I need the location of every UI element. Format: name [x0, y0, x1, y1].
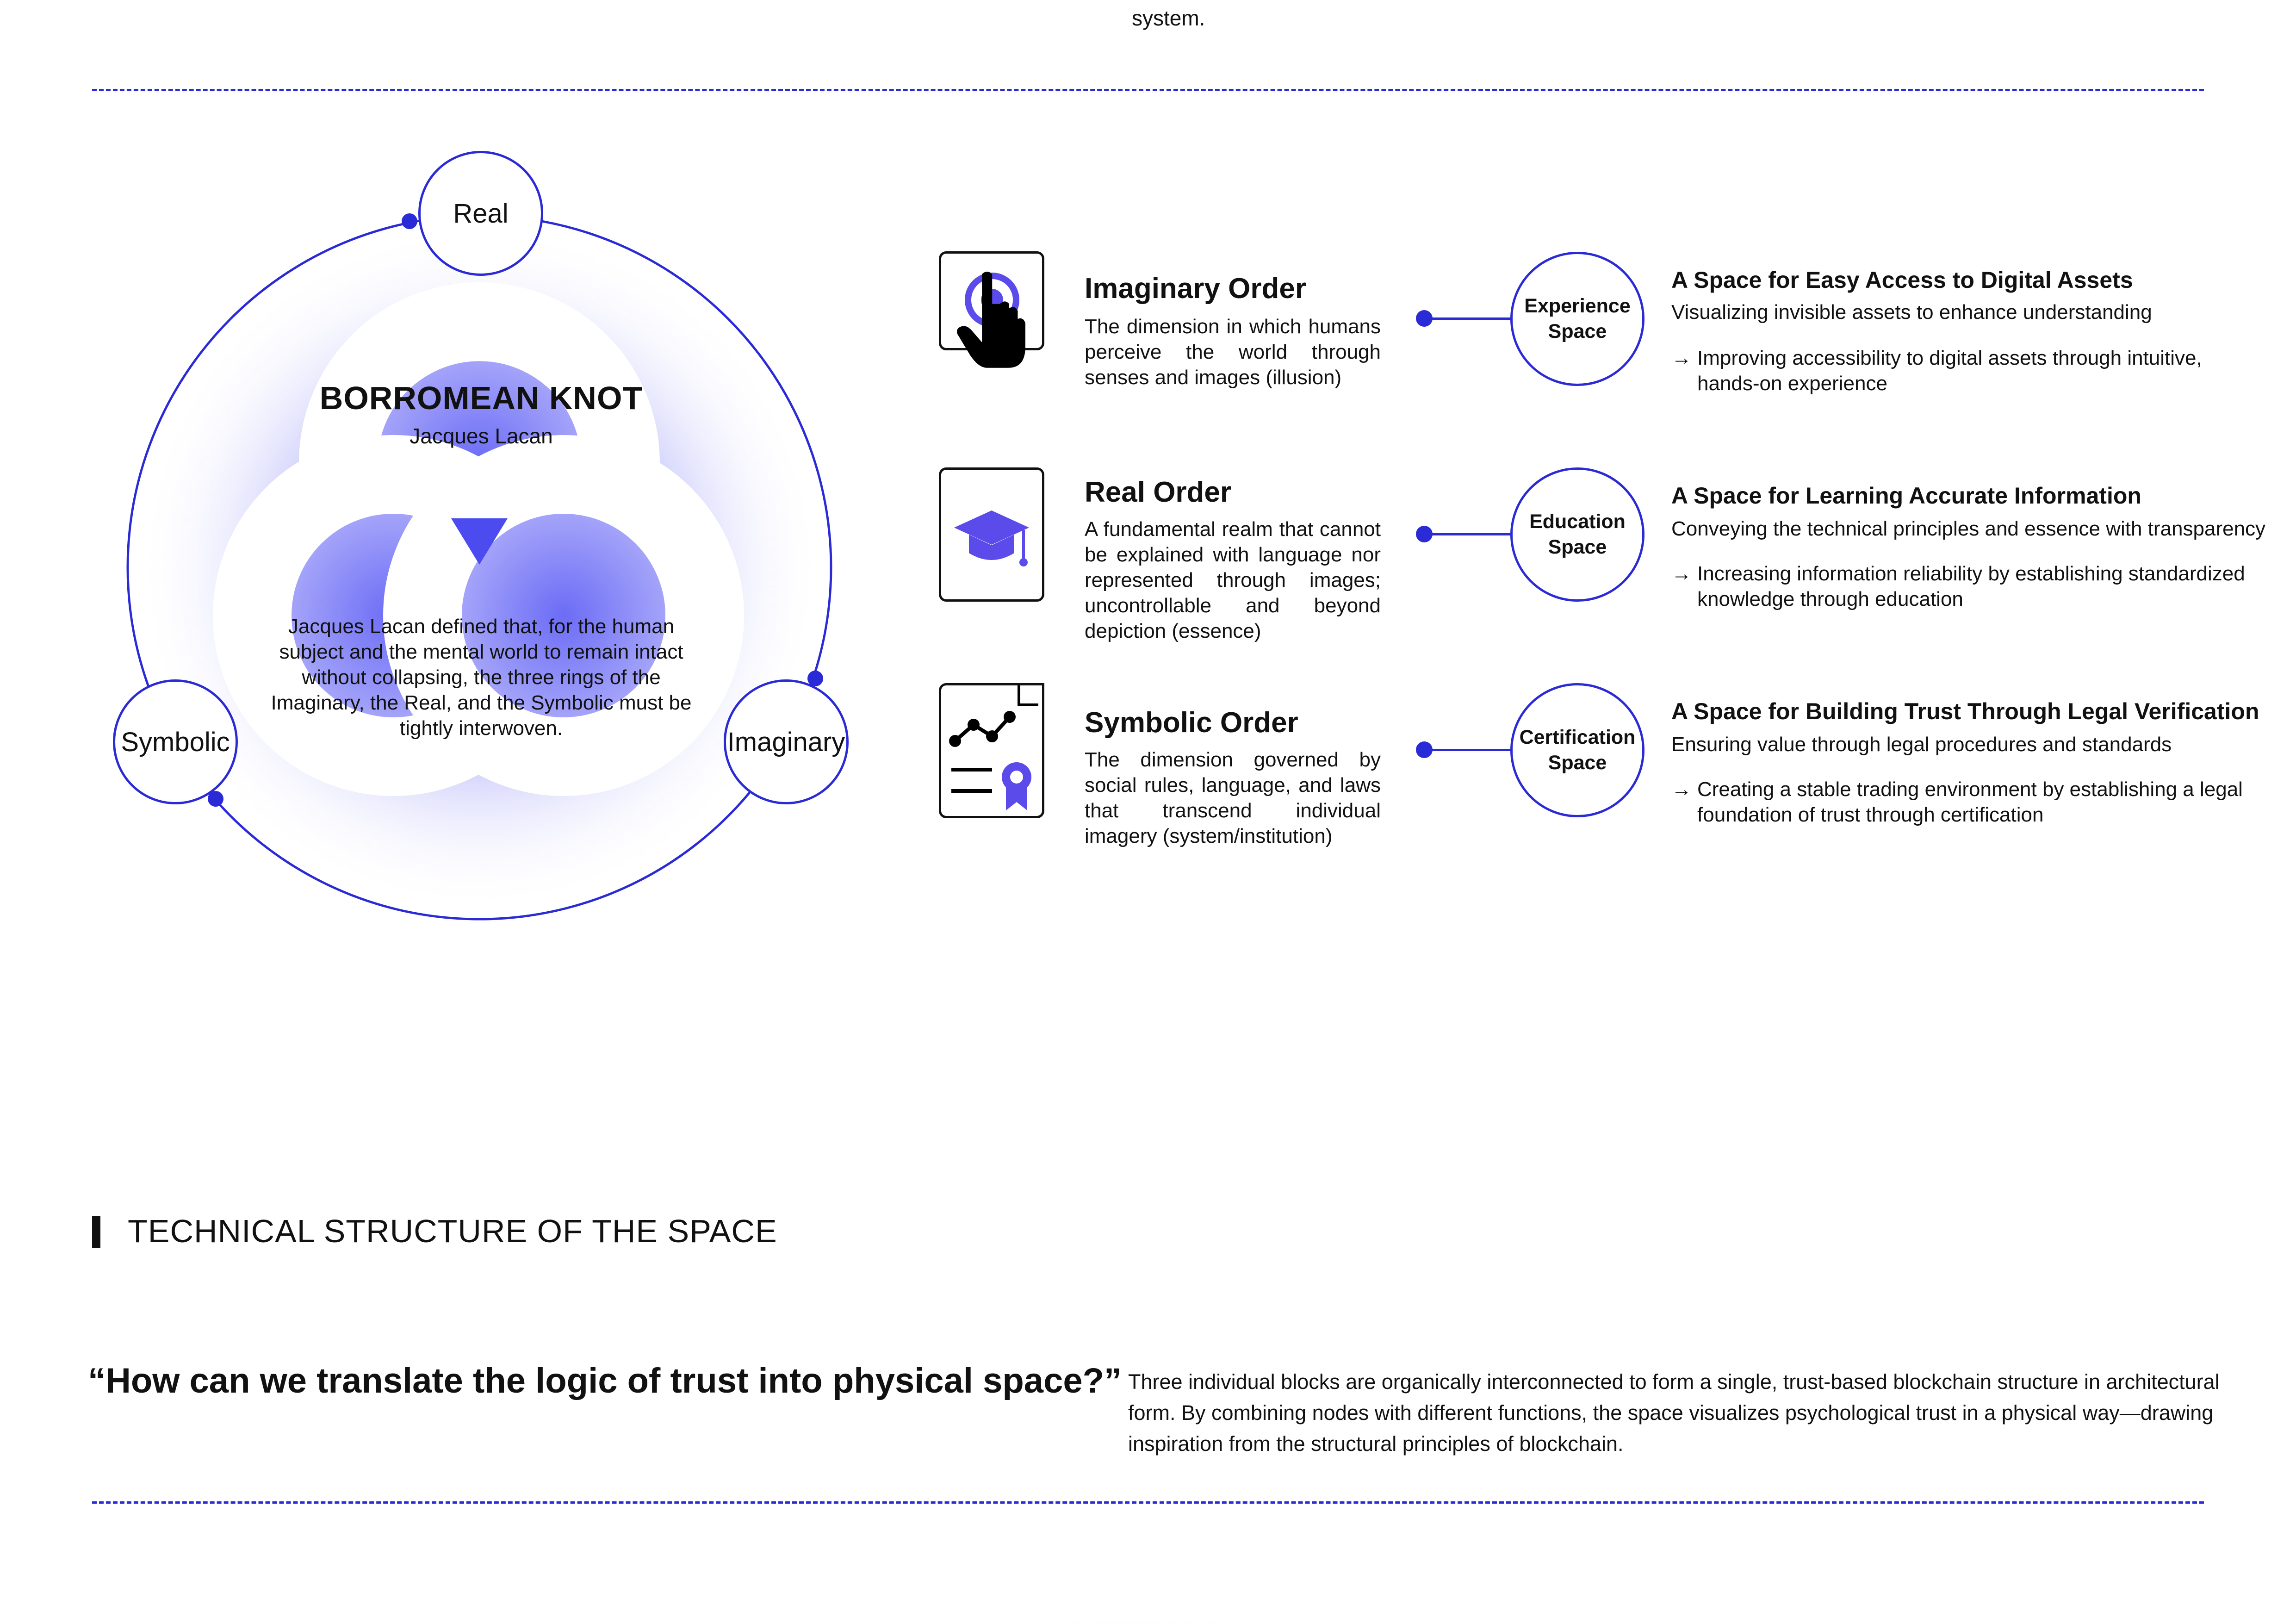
experience-space-node	[1510, 252, 1644, 386]
bottom-glow	[676, 1449, 1601, 1624]
space-point-text: Creating a stable trading environment by establishing a legal foundation of trust through certification	[1697, 778, 2243, 826]
experience-space-line1: Experience	[1524, 295, 1631, 317]
order-desc-symbolic: The dimension governed by social rules, language, and laws that transcend individual imagery (system/institution)	[1085, 748, 1381, 847]
space-title-experience: A Space for Easy Access to Digital Assets	[1671, 267, 2133, 293]
label-symbolic-text: Symbolic	[121, 727, 230, 757]
label-symbolic	[113, 679, 238, 804]
space-point-certification	[1671, 777, 2273, 828]
space-subtitle-certification: Ensuring value through legal procedures and standards	[1671, 733, 2172, 756]
divider-bottom	[92, 1501, 2204, 1504]
space-point-education	[1671, 561, 2273, 612]
arrow-right-icon: →	[1671, 778, 1692, 801]
education-space-node	[1510, 467, 1644, 602]
order-icon-box-real	[939, 467, 1044, 602]
order-title-imaginary: Imaginary Order	[1085, 273, 1306, 305]
arrow-right-icon: →	[1671, 562, 1692, 585]
section-title: TECHNICAL STRUCTURE OF THE SPACE	[128, 1213, 777, 1249]
top-fragment-text: system.	[1132, 6, 1205, 30]
order-title-symbolic: Symbolic Order	[1085, 707, 1298, 739]
section-body: Three individual blocks are organically interconnected to form a single, trust-based blockchain structure in architectural form. By combining nodes with different functions, the space visualizes psychological trust in a physical way—drawing inspiration from the structural principles of blockchain.	[1128, 1370, 2220, 1456]
connector-line-education	[1424, 533, 1512, 535]
order-desc-imaginary: The dimension in which humans perceive the world through senses and images (illusion)	[1085, 315, 1381, 389]
section-marker	[92, 1216, 100, 1248]
space-title-education: A Space for Learning Accurate Information	[1671, 483, 2141, 509]
order-icon-box-imaginary	[939, 251, 1044, 350]
dot-real	[402, 213, 417, 229]
certificate-document-icon	[941, 685, 1042, 816]
section-quote: “How can we translate the logic of trust into physical space?”	[88, 1361, 1122, 1400]
space-point-experience	[1671, 345, 2273, 396]
label-real	[418, 151, 543, 276]
knot-description: Jacques Lacan defined that, for the human subject and the mental world to remain intact without collapsing, the three rings of the Imaginary, the Real, and the Symbolic must be tightly interwoven.	[271, 615, 692, 740]
space-subtitle-education: Conveying the technical principles and essence with transparency	[1671, 517, 2266, 540]
divider-top	[92, 89, 2204, 91]
label-real-text: Real	[453, 198, 509, 229]
experience-space-line2: Space	[1548, 320, 1607, 342]
education-space-line2: Space	[1548, 536, 1607, 558]
connector-line-certification	[1424, 749, 1512, 751]
space-title-certification: A Space for Building Trust Through Legal Verification	[1671, 698, 2259, 724]
order-title-real: Real Order	[1085, 476, 1232, 508]
label-imaginary	[724, 679, 849, 804]
certification-space-line2: Space	[1548, 752, 1607, 774]
connector-line-experience	[1424, 317, 1512, 320]
space-subtitle-experience: Visualizing invisible assets to enhance understanding	[1671, 301, 2152, 324]
knot-title: BORROMEAN KNOT	[319, 380, 643, 416]
knot-author: Jacques Lacan	[410, 424, 553, 448]
order-desc-real: A fundamental realm that cannot be explained with language nor represented through images; uncontrollable and beyond depiction (essence)	[1085, 518, 1381, 642]
space-point-text: Increasing information reliability by establishing standardized knowledge through education	[1697, 562, 2245, 610]
touch-target-icon	[941, 254, 1042, 369]
order-icon-box-symbolic	[939, 683, 1044, 818]
label-imaginary-text: Imaginary	[727, 727, 845, 757]
arrow-right-icon: →	[1671, 347, 1692, 369]
certification-space-node	[1510, 683, 1644, 817]
education-space-line1: Education	[1529, 510, 1626, 533]
graduation-cap-icon	[941, 470, 1042, 599]
space-point-text: Improving accessibility to digital assets through intuitive, hands-on experience	[1697, 347, 2202, 395]
certification-space-line1: Certification	[1519, 726, 1636, 748]
